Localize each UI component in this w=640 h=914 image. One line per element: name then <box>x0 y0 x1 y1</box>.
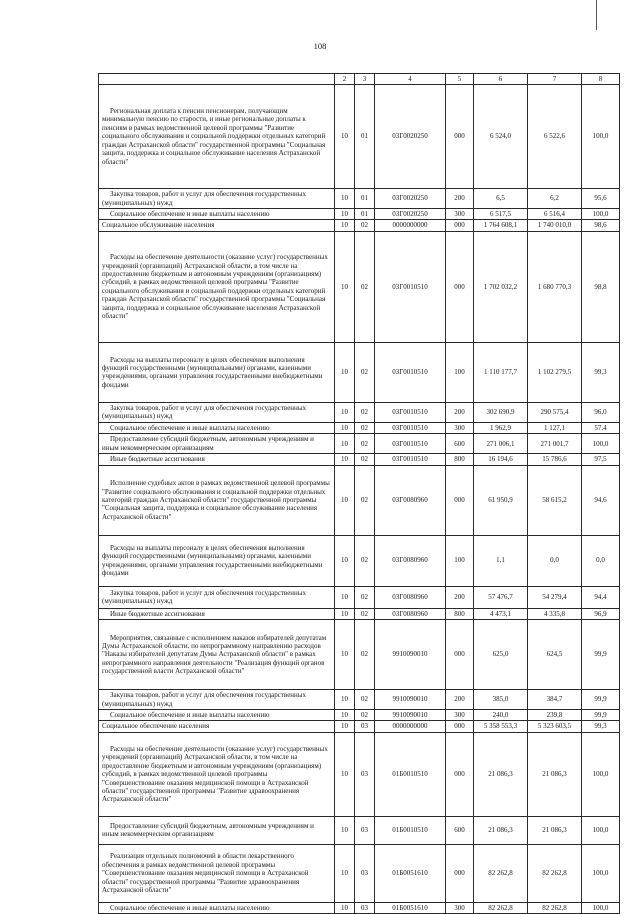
row-target-article-code: 9910090010 <box>375 620 446 690</box>
row-section-code: 10 <box>335 85 355 189</box>
row-target-article-code: 03Г0020250 <box>375 85 446 189</box>
row-target-article-code: 0000000000 <box>375 220 446 231</box>
row-expense-type-code: 600 <box>446 816 474 844</box>
row-subsection-code: 03 <box>355 844 375 902</box>
table-row <box>99 586 620 608</box>
table-row <box>99 342 620 402</box>
row-execution-percent: 96,9 <box>582 608 620 619</box>
row-subsection-code: 02 <box>355 422 375 433</box>
budget-table <box>98 73 620 914</box>
row-expense-type-code: 800 <box>446 454 474 465</box>
row-actual-amount: 58 615,2 <box>528 465 582 535</box>
row-expense-type-code: 100 <box>446 342 474 402</box>
row-section-code: 10 <box>335 189 355 209</box>
row-expense-type-code: 000 <box>446 732 474 816</box>
row-expense-type-code: 800 <box>446 608 474 619</box>
row-description: Социальное обеспечение и иные выплаты населению <box>99 902 335 913</box>
row-section-code: 10 <box>335 454 355 465</box>
column-number-7: 7 <box>528 74 582 85</box>
row-expense-type-code: 000 <box>446 721 474 732</box>
row-section-code: 10 <box>335 608 355 619</box>
column-number-row <box>99 74 620 85</box>
row-target-article-code: 01Б0051610 <box>375 902 446 913</box>
row-subsection-code: 03 <box>355 816 375 844</box>
column-number-5: 5 <box>446 74 474 85</box>
row-section-code: 10 <box>335 209 355 220</box>
row-expense-type-code: 300 <box>446 902 474 913</box>
row-expense-type-code: 600 <box>446 434 474 454</box>
table-row <box>99 844 620 902</box>
row-execution-percent: 94,4 <box>582 586 620 608</box>
column-number-3: 3 <box>355 74 375 85</box>
row-target-article-code: 03Г0010510 <box>375 454 446 465</box>
column-number-8: 8 <box>582 74 620 85</box>
table-header <box>99 74 620 85</box>
row-execution-percent: 99,3 <box>582 342 620 402</box>
table-row <box>99 434 620 454</box>
table-row <box>99 209 620 220</box>
table-row <box>99 402 620 422</box>
table-row <box>99 608 620 619</box>
row-execution-percent: 94,6 <box>582 465 620 535</box>
row-planned-amount: 21 086,3 <box>474 732 528 816</box>
table-row <box>99 535 620 586</box>
table-row <box>99 902 620 913</box>
column-number-6: 6 <box>474 74 528 85</box>
row-execution-percent: 100,0 <box>582 732 620 816</box>
row-subsection-code: 02 <box>355 465 375 535</box>
row-section-code: 10 <box>335 402 355 422</box>
row-subsection-code: 02 <box>355 586 375 608</box>
row-planned-amount: 385,0 <box>474 690 528 710</box>
table-row <box>99 231 620 342</box>
row-target-article-code: 0000000000 <box>375 721 446 732</box>
table-row <box>99 220 620 231</box>
row-subsection-code: 02 <box>355 342 375 402</box>
row-section-code: 10 <box>335 220 355 231</box>
row-execution-percent: 100,0 <box>582 844 620 902</box>
row-planned-amount: 1,1 <box>474 535 528 586</box>
column-number-1 <box>99 74 335 85</box>
table-row <box>99 465 620 535</box>
row-planned-amount: 1 962,9 <box>474 422 528 433</box>
row-description: Расходы на выплаты персоналу в целях обеспечения выполнения функций государственными (муниципальными) органами, казенными учреждениями, органами управления государственными внебюджетными фондами <box>99 535 335 586</box>
row-description: Предоставление субсидий бюджетным, автономным учреждениям и иным некоммерческим организациям <box>99 816 335 844</box>
row-description: Социальное обеспечение и иные выплаты населению <box>99 422 335 433</box>
row-section-code: 10 <box>335 690 355 710</box>
row-actual-amount: 0,0 <box>528 535 582 586</box>
row-subsection-code: 02 <box>355 608 375 619</box>
row-subsection-code: 02 <box>355 231 375 342</box>
row-actual-amount: 624,5 <box>528 620 582 690</box>
row-execution-percent: 96,0 <box>582 402 620 422</box>
row-planned-amount: 82 262,8 <box>474 902 528 913</box>
row-description: Социальное обеспечение населения <box>99 721 335 732</box>
row-description: Закупка товаров, работ и услуг для обеспечения государственных (муниципальных) нужд <box>99 690 335 710</box>
row-planned-amount: 57 476,7 <box>474 586 528 608</box>
row-execution-percent: 99,9 <box>582 620 620 690</box>
table-body <box>99 85 620 914</box>
row-section-code: 10 <box>335 586 355 608</box>
row-planned-amount: 6 524,0 <box>474 85 528 189</box>
row-target-article-code: 03Г0010510 <box>375 434 446 454</box>
row-description: Расходы на обеспечение деятельности (оказание услуг) государственных учреждений (организаций) Астраханской области, в том числе на предоставление бюджетным и автономным учреждениям (организациям) субсидий, в рамках ведомственной целевой программы "Развитие социального обслуживания и социальной поддержки отдельных категорий граждан Астраханской области" государственной программы "Социальная защита, поддержка и социальное обслуживание населения Астраханской области" <box>99 231 335 342</box>
row-execution-percent: 99,9 <box>582 710 620 721</box>
row-section-code: 10 <box>335 422 355 433</box>
row-description: Мероприятия, связанные с исполнением наказов избирателей депутатам Думы Астраханской области, по непрограммному направлению расходов "Наказы избирателей депутатам Думы Астраханской области" в рамках непрограммного направления деятельности "Реализация функций органов государственной власти Астраханской области" <box>99 620 335 690</box>
row-actual-amount: 239,8 <box>528 710 582 721</box>
row-planned-amount: 625,0 <box>474 620 528 690</box>
row-section-code: 10 <box>335 902 355 913</box>
row-actual-amount: 82 262,8 <box>528 902 582 913</box>
row-actual-amount: 21 086,3 <box>528 816 582 844</box>
row-target-article-code: 03Г0080960 <box>375 586 446 608</box>
row-execution-percent: 97,5 <box>582 454 620 465</box>
row-subsection-code: 01 <box>355 85 375 189</box>
row-expense-type-code: 300 <box>446 710 474 721</box>
row-target-article-code: 9910090010 <box>375 690 446 710</box>
row-expense-type-code: 000 <box>446 465 474 535</box>
row-description: Социальное обеспечение и иные выплаты населению <box>99 710 335 721</box>
table-row <box>99 422 620 433</box>
row-actual-amount: 15 786,6 <box>528 454 582 465</box>
row-target-article-code: 9910090010 <box>375 710 446 721</box>
row-actual-amount: 6 522,6 <box>528 85 582 189</box>
row-execution-percent: 99,9 <box>582 690 620 710</box>
row-subsection-code: 02 <box>355 402 375 422</box>
table-row <box>99 454 620 465</box>
row-subsection-code: 03 <box>355 902 375 913</box>
row-subsection-code: 01 <box>355 209 375 220</box>
row-expense-type-code: 000 <box>446 231 474 342</box>
column-number-2: 2 <box>335 74 355 85</box>
row-subsection-code: 02 <box>355 620 375 690</box>
row-section-code: 10 <box>335 732 355 816</box>
row-section-code: 10 <box>335 434 355 454</box>
row-planned-amount: 21 086,3 <box>474 816 528 844</box>
row-planned-amount: 1 764 608,1 <box>474 220 528 231</box>
row-execution-percent: 100,0 <box>582 434 620 454</box>
row-actual-amount: 5 323 603,5 <box>528 721 582 732</box>
table-row <box>99 690 620 710</box>
row-actual-amount: 21 086,3 <box>528 732 582 816</box>
row-description: Предоставление субсидий бюджетным, автономным учреждениям и иным некоммерческим организациям <box>99 434 335 454</box>
row-expense-type-code: 000 <box>446 620 474 690</box>
row-description: Закупка товаров, работ и услуг для обеспечения государственных (муниципальных) нужд <box>99 189 335 209</box>
row-section-code: 10 <box>335 231 355 342</box>
row-section-code: 10 <box>335 620 355 690</box>
row-subsection-code: 02 <box>355 434 375 454</box>
row-planned-amount: 82 262,8 <box>474 844 528 902</box>
row-planned-amount: 6 517,5 <box>474 209 528 220</box>
table-row <box>99 620 620 690</box>
row-expense-type-code: 200 <box>446 189 474 209</box>
column-number-4: 4 <box>375 74 446 85</box>
row-execution-percent: 0,0 <box>582 535 620 586</box>
table-row <box>99 816 620 844</box>
row-expense-type-code: 200 <box>446 402 474 422</box>
row-subsection-code: 02 <box>355 220 375 231</box>
row-planned-amount: 4 473,1 <box>474 608 528 619</box>
row-planned-amount: 1 110 177,7 <box>474 342 528 402</box>
row-target-article-code: 03Г0010510 <box>375 402 446 422</box>
row-planned-amount: 16 194,6 <box>474 454 528 465</box>
row-section-code: 10 <box>335 465 355 535</box>
row-section-code: 10 <box>335 710 355 721</box>
row-actual-amount: 271 001,7 <box>528 434 582 454</box>
row-planned-amount: 6,5 <box>474 189 528 209</box>
row-planned-amount: 271 006,1 <box>474 434 528 454</box>
row-expense-type-code: 000 <box>446 85 474 189</box>
row-execution-percent: 100,0 <box>582 85 620 189</box>
row-actual-amount: 82 262,8 <box>528 844 582 902</box>
table-row <box>99 732 620 816</box>
page-number: 108 <box>313 41 327 51</box>
row-expense-type-code: 300 <box>446 209 474 220</box>
row-description: Расходы на выплаты персоналу в целях обеспечения выполнения функций государственными (муниципальными) органами, казенными учреждениями, органами управления государственными внебюджетными фондами <box>99 342 335 402</box>
row-expense-type-code: 200 <box>446 586 474 608</box>
row-description: Иные бюджетные ассигнования <box>99 608 335 619</box>
row-description: Закупка товаров, работ и услуг для обеспечения государственных (муниципальных) нужд <box>99 586 335 608</box>
row-section-code: 10 <box>335 721 355 732</box>
row-planned-amount: 5 358 553,3 <box>474 721 528 732</box>
margin-mark <box>596 0 597 30</box>
row-subsection-code: 03 <box>355 721 375 732</box>
row-target-article-code: 03Г0010510 <box>375 422 446 433</box>
table-row <box>99 189 620 209</box>
row-actual-amount: 6 516,4 <box>528 209 582 220</box>
row-planned-amount: 1 702 032,2 <box>474 231 528 342</box>
row-target-article-code: 03Г0080960 <box>375 535 446 586</box>
row-execution-percent: 95,6 <box>582 189 620 209</box>
row-actual-amount: 4 335,8 <box>528 608 582 619</box>
row-target-article-code: 03Г0080960 <box>375 608 446 619</box>
row-planned-amount: 240,0 <box>474 710 528 721</box>
row-subsection-code: 01 <box>355 189 375 209</box>
table-row <box>99 85 620 189</box>
row-section-code: 10 <box>335 535 355 586</box>
row-target-article-code: 03Г0020250 <box>375 189 446 209</box>
row-description: Социальное обеспечение и иные выплаты населению <box>99 209 335 220</box>
row-subsection-code: 02 <box>355 454 375 465</box>
row-actual-amount: 6,2 <box>528 189 582 209</box>
row-subsection-code: 02 <box>355 690 375 710</box>
row-section-code: 10 <box>335 844 355 902</box>
row-actual-amount: 1 102 279,5 <box>528 342 582 402</box>
row-description: Иные бюджетные ассигнования <box>99 454 335 465</box>
row-section-code: 10 <box>335 816 355 844</box>
row-target-article-code: 03Г0020250 <box>375 209 446 220</box>
table-row <box>99 721 620 732</box>
row-actual-amount: 1 680 770,3 <box>528 231 582 342</box>
row-description: Социальное обслуживание населения <box>99 220 335 231</box>
table-row <box>99 710 620 721</box>
row-description: Реализация отдельных полномочий в области лекарственного обеспечения в рамках ведомственной целевой программы "Совершенствование оказания медицинской помощи в Астраханской области" государственной программы "Развитие здравоохранения Астраханской области" <box>99 844 335 902</box>
row-subsection-code: 02 <box>355 535 375 586</box>
row-execution-percent: 98,8 <box>582 231 620 342</box>
row-expense-type-code: 000 <box>446 220 474 231</box>
row-target-article-code: 01Б0010510 <box>375 732 446 816</box>
row-actual-amount: 384,7 <box>528 690 582 710</box>
row-expense-type-code: 300 <box>446 422 474 433</box>
row-target-article-code: 01Б0051610 <box>375 844 446 902</box>
row-description: Закупка товаров, работ и услуг для обеспечения государственных (муниципальных) нужд <box>99 402 335 422</box>
row-description: Расходы на обеспечение деятельности (оказание услуг) государственных учреждений (организаций) Астраханской области, в том числе на предоставление бюджетным и автономным учреждениям (организациям) субсидий, в рамках ведомственной целевой программы "Совершенствование оказания медицинской помощи в Астраханской области" государственной программы "Развитие здравоохранения Астраханской области" <box>99 732 335 816</box>
row-target-article-code: 01Б0010510 <box>375 816 446 844</box>
row-actual-amount: 1 740 010,0 <box>528 220 582 231</box>
row-description: Региональная доплата к пенсии пенсионерам, получающим минимальную пенсию по старости, и иные региональные доплаты к пенсиям в рамках ведомственной целевой программы "Развитие социального обслуживания и социальной поддержки отдельных категорий граждан Астраханской области" государственной программы "Социальная защита, поддержка и социальное обслуживание населения Астраханской области" <box>99 85 335 189</box>
row-planned-amount: 302 690,9 <box>474 402 528 422</box>
row-execution-percent: 99,3 <box>582 721 620 732</box>
row-subsection-code: 02 <box>355 710 375 721</box>
row-execution-percent: 100,0 <box>582 816 620 844</box>
row-subsection-code: 03 <box>355 732 375 816</box>
row-target-article-code: 03Г0010510 <box>375 231 446 342</box>
row-target-article-code: 03Г0080960 <box>375 465 446 535</box>
row-execution-percent: 100,0 <box>582 209 620 220</box>
row-expense-type-code: 200 <box>446 690 474 710</box>
row-planned-amount: 61 950,9 <box>474 465 528 535</box>
row-execution-percent: 57,4 <box>582 422 620 433</box>
row-actual-amount: 54 279,4 <box>528 586 582 608</box>
row-expense-type-code: 100 <box>446 535 474 586</box>
row-section-code: 10 <box>335 342 355 402</box>
row-execution-percent: 98,6 <box>582 220 620 231</box>
row-execution-percent: 100,0 <box>582 902 620 913</box>
row-actual-amount: 1 127,1 <box>528 422 582 433</box>
row-expense-type-code: 000 <box>446 844 474 902</box>
row-actual-amount: 290 575,4 <box>528 402 582 422</box>
row-description: Исполнение судебных актов в рамках ведомственной целевой программы "Развитие социального обслуживания и социальной поддержки отдельных категорий граждан Астраханской области" государственной программы "Социальная защита, поддержка и социальное обслуживание населения Астраханской области" <box>99 465 335 535</box>
row-target-article-code: 03Г0010510 <box>375 342 446 402</box>
